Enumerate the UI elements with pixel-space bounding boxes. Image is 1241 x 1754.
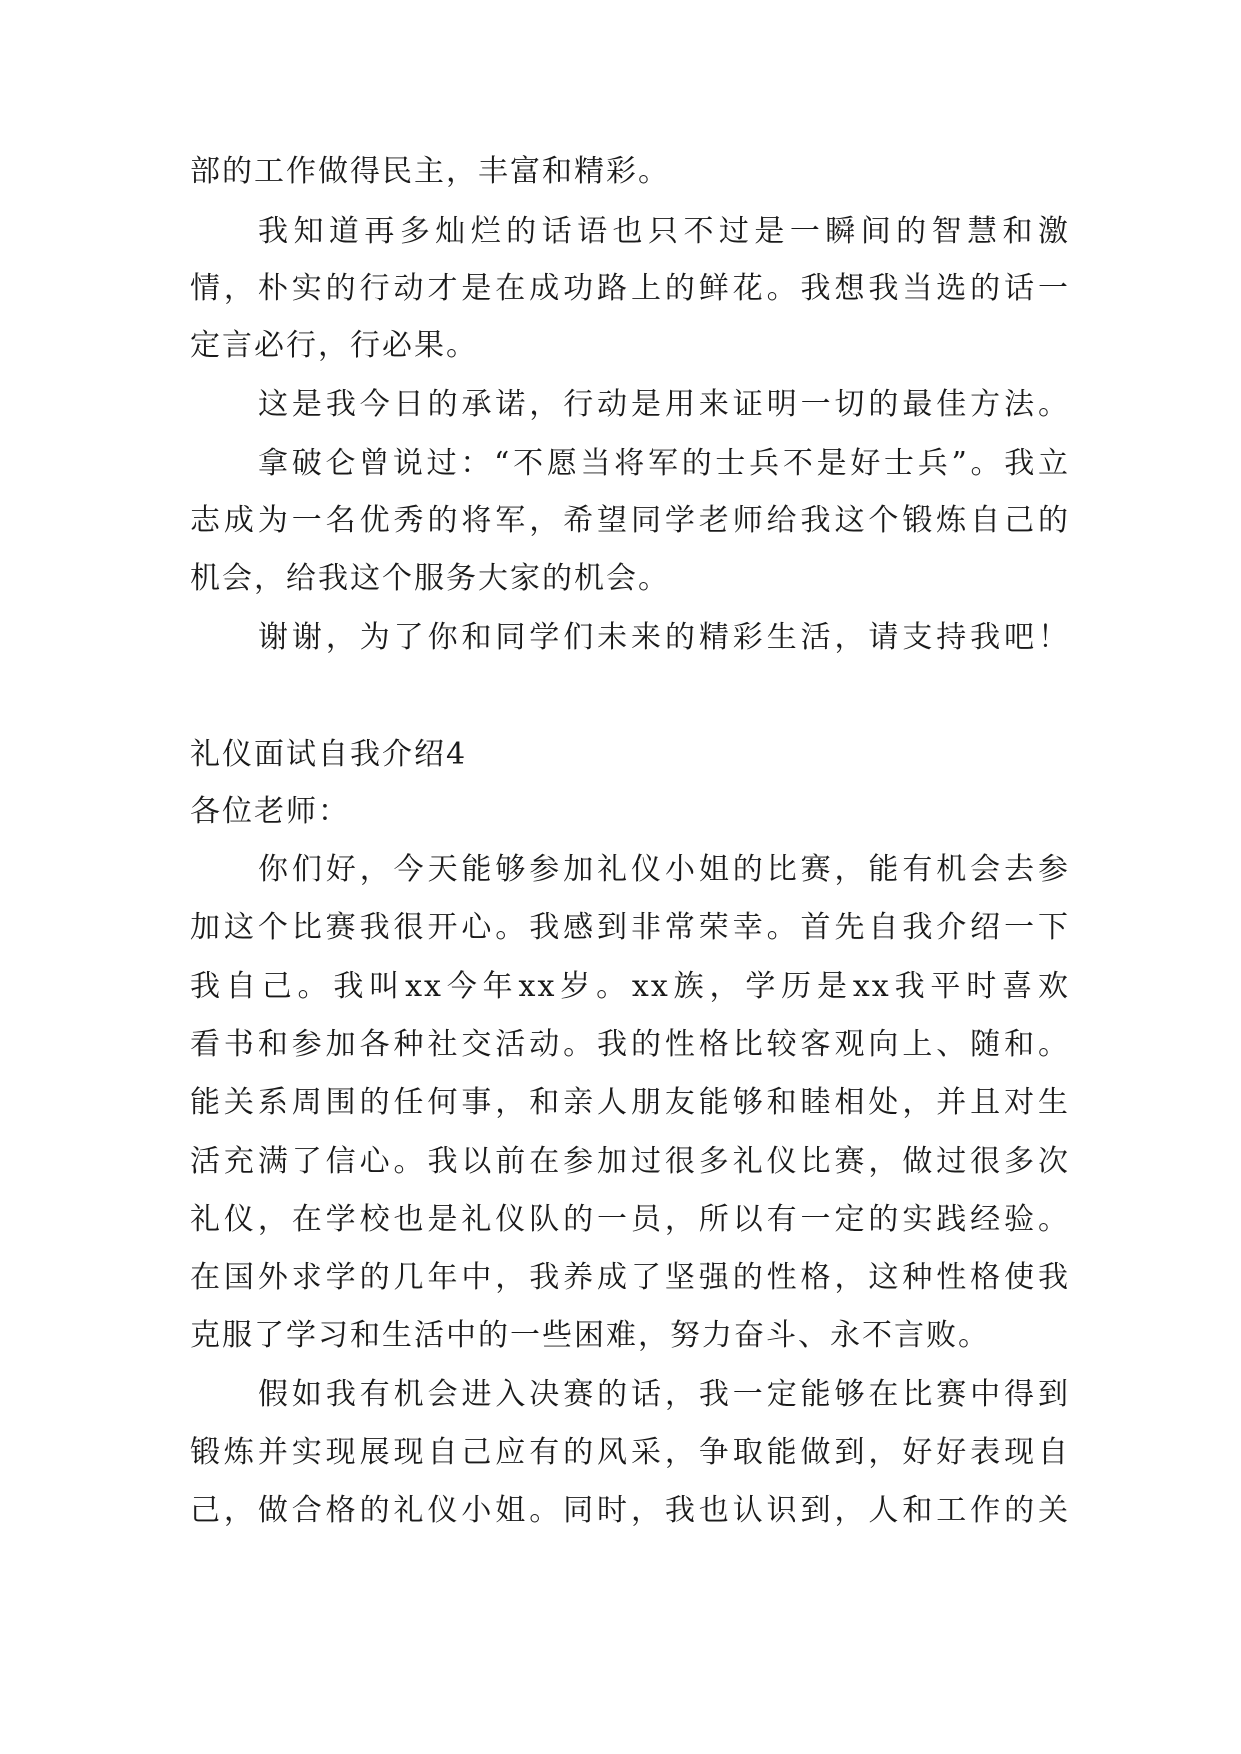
salutation: 各位老师：	[190, 794, 350, 829]
section-heading: 礼仪面试自我介绍4	[190, 737, 468, 772]
text-line: 我知道再多灿烂的话语也只不过是一瞬间的智慧和激	[258, 214, 1070, 249]
text-line: 假如我有机会进入决赛的话，我一定能够在比赛中得到	[258, 1377, 1070, 1412]
text-line: 能关系周围的任何事，和亲人朋友能够和睦相处，并且对生	[190, 1085, 1070, 1120]
text-line: 己，做合格的礼仪小姐。同时，我也认识到，人和工作的关	[190, 1493, 1070, 1528]
text-line: 定言必行，行必果。	[190, 328, 478, 363]
text-line: 拿破仑曾说过：“不愿当将军的士兵不是好士兵”。我立	[258, 446, 1070, 481]
text-line: 锻炼并实现展现自己应有的风采，争取能做到，好好表现自	[190, 1435, 1070, 1470]
text-line: 部的工作做得民主，丰富和精彩。	[190, 154, 670, 189]
text-line: 你们好，今天能够参加礼仪小姐的比赛，能有机会去参	[258, 852, 1070, 887]
text-line: 志成为一名优秀的将军，希望同学老师给我这个锻炼自己的	[190, 503, 1070, 538]
text-line: 加这个比赛我很开心。我感到非常荣幸。首先自我介绍一下	[190, 910, 1070, 945]
text-line: 我自己。我叫xx今年xx岁。xx族，学历是xx我平时喜欢	[190, 969, 1070, 1004]
text-line: 礼仪，在学校也是礼仪队的一员，所以有一定的实践经验。	[190, 1202, 1070, 1237]
text-line: 克服了学习和生活中的一些困难，努力奋斗、永不言败。	[190, 1318, 990, 1353]
text-line: 谢谢，为了你和同学们未来的精彩生活，请支持我吧！	[258, 620, 1070, 655]
text-line: 在国外求学的几年中，我养成了坚强的性格，这种性格使我	[190, 1260, 1070, 1295]
text-line: 这是我今日的承诺，行动是用来证明一切的最佳方法。	[258, 387, 1070, 422]
text-line: 活充满了信心。我以前在参加过很多礼仪比赛，做过很多次	[190, 1144, 1070, 1179]
text-line: 机会，给我这个服务大家的机会。	[190, 561, 670, 596]
text-line: 看书和参加各种社交活动。我的性格比较客观向上、随和。	[190, 1027, 1070, 1062]
text-line: 情，朴实的行动才是在成功路上的鲜花。我想我当选的话一	[190, 271, 1070, 306]
